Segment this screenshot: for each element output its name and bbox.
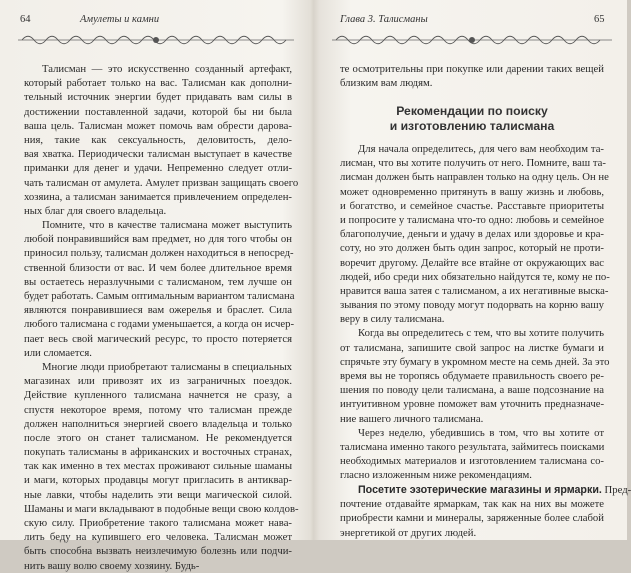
text-line: спрячьте эту бумагу в укромном месте на семь дней. За это xyxy=(340,355,610,368)
text-line: лисман, что вы хотите получить от него. Помните, ваш та- xyxy=(340,157,606,170)
text-line: спустя некоторое время, потому что талисман прежде xyxy=(24,403,292,416)
text-line: или сломается. xyxy=(24,346,92,359)
text-line: ния, такие как сексуальность, деловитость, дело- xyxy=(24,133,292,146)
ornament-divider-right-icon xyxy=(332,34,612,46)
text-line: близким вам людям. xyxy=(340,77,433,90)
text-line: Талисман — это искусственно созданный артефакт, xyxy=(42,63,292,75)
text-line: быть способна вызвать неизлечимую болезнь или подчи- xyxy=(24,545,292,558)
left-body-text xyxy=(24,62,299,573)
text-line: являются понравившиеся вам ожерелья и браслет. Сила xyxy=(24,304,292,317)
bold-lead-line xyxy=(340,483,631,497)
text-line: талисмана именно такого результата, займитесь поисками xyxy=(340,440,605,453)
left-page xyxy=(0,0,312,572)
text-line: пает весь свой магический ресурс, то просто потеряется xyxy=(24,332,292,345)
text-line: который работает только на вас. Талисман как дополни- xyxy=(24,77,292,90)
text-line: скую силу. Приобретение такого талисмана может нава- xyxy=(24,517,292,529)
text-line: Когда вы определитесь с тем, что вы хотите получить xyxy=(358,327,604,340)
bold-lead: Посетите эзотерические магазины и ярмарки. xyxy=(358,484,602,496)
right-bold-paragraph xyxy=(340,483,631,540)
text-line: покупать талисманы в африканских и восточных странах, xyxy=(24,446,292,459)
text-line: Действие купленного талисмана начнется не сразу, а xyxy=(24,389,292,402)
text-line: ные лавки, чтобы наделить эти вещи магической силой. xyxy=(24,488,292,501)
text-line: достижении поставленной задачи, которой бы ни была xyxy=(24,105,292,118)
text-line: людей, ибо среди них обязательно найдутся те, кому не по- xyxy=(340,270,610,283)
text-line: вы остаетесь неразлучными с талисманом, тем лучше он xyxy=(24,275,292,288)
text-line: вая хватка. Периодически талисман выступает в качестве xyxy=(24,148,292,161)
text-line: шения по поводу цели талисмана, а ваше подсознание на xyxy=(340,384,604,397)
text-line: должен наполниться энергией своего владельца и только xyxy=(24,417,292,430)
text-line: интуитивном уровне поможет вам уточнить предназначе- xyxy=(340,398,604,411)
text-line: нить вашу волю своему хозяину. Будь- xyxy=(24,559,200,572)
page-number-right: 65 xyxy=(594,14,605,25)
running-head-right: Глава 3. Талисманы xyxy=(340,14,428,25)
text-line: тельный источник энергии будет придавать вам силы в xyxy=(24,91,292,104)
text-line: энергетикой от других людей. xyxy=(340,526,477,539)
text-line: приносил пользу, талисман должен находиться в непосред- xyxy=(24,247,294,260)
text-line: почтение отдавайте ярмаркам, так как на них вы можете xyxy=(340,498,604,511)
text-line: от талисмана, запишите свой запрос на листке бумаги и xyxy=(340,341,604,354)
section-heading-line-1: Рекомендации по поиску xyxy=(396,104,548,118)
running-head-left: Амулеты и камни xyxy=(80,14,160,25)
text-line: ных благ для своего владельца. xyxy=(24,204,167,217)
text-line: будет работать. Самым оптимальным вариантом талисмана xyxy=(24,290,295,302)
text-line: те осмотрительны при покупке или дарении таких вещей xyxy=(340,63,604,75)
right-tail-lines xyxy=(340,497,604,540)
text-line: так как именно в тех местах проживают сильные шаманы xyxy=(24,460,292,473)
text-line: гласно изложенным ниже рекомендациям. xyxy=(340,469,532,482)
text-line: Через неделю, убедившись в том, что вы хотите от xyxy=(358,426,604,439)
text-line: лисман должен быть направлен только на одну цель. Он не xyxy=(340,171,609,184)
text-line: Шаманы и маги вкладывают в подобные вещи свою колдов- xyxy=(24,502,299,515)
text-line: Помните, что в качестве талисмана может выступить xyxy=(42,219,292,232)
right-body-text xyxy=(340,142,610,483)
text-line: зывания по этому поводу могут подорвать на корню вашу xyxy=(340,299,604,312)
text-line: магазинах или привозят их из заграничных поездок. xyxy=(24,375,292,388)
text-line: лить беду на купившего его человека. Талисман может xyxy=(24,531,292,544)
text-line: приобрести камни и минералы, заряженные более слабой xyxy=(340,512,604,525)
text-line: любого талисмана с годами уменьшается, а когда он исчер- xyxy=(24,318,295,331)
ornament-divider-left-icon xyxy=(18,34,294,46)
section-heading xyxy=(340,104,604,134)
text-line: любой понравившийся вам предмет, но для того чтобы он xyxy=(24,233,292,246)
page-number-left: 64 xyxy=(20,14,31,25)
text-line: и маги, которых продавцы могут пригласить в антиквар- xyxy=(24,474,292,487)
text-line: Многие люди приобретают талисманы в специальных xyxy=(42,360,292,373)
text-line: ственной близости от вас. И чем более длительное время xyxy=(24,261,292,274)
text-line: веру в силу талисмана. xyxy=(340,313,445,326)
bold-lead-rest: Пред- xyxy=(601,484,631,496)
text-line: соту, но это должен быть один запрос, который не проти- xyxy=(340,242,604,255)
text-line: необходимых материалов и изготовлением талисмана со- xyxy=(340,455,604,468)
text-line: время вы не торопясь обдумаете правильность своего ре- xyxy=(340,370,604,382)
text-line: и богатство, и семейное счастье. Расставьте приоритеты xyxy=(340,199,604,212)
text-line: после этого он станет талисманом. Не рекомендуется xyxy=(24,431,292,444)
text-line: может одновременно притянуть в вашу жизнь и любовь, xyxy=(340,185,604,198)
text-line: благополучие, деньги и удачу в делах или здоровье и кра- xyxy=(340,228,604,241)
text-line: воречит другому. Делайте все втайне от окружающих вас xyxy=(340,256,604,269)
text-line: ваша цель. Талисман может помочь вам обрести дарова- xyxy=(24,119,292,132)
right-page xyxy=(318,0,631,540)
text-line: и попросите у талисмана что-то одно: любовь и семейное xyxy=(340,213,604,226)
section-heading-line-2: и изготовлению талисмана xyxy=(389,119,555,133)
text-line: ние вашего личного талисмана. xyxy=(340,412,484,425)
right-continuation-text xyxy=(340,62,604,90)
text-line: приманки для денег и удачи. Непременно следует отли- xyxy=(24,162,292,175)
text-line: Для начала определитесь, для чего вам необходим та- xyxy=(358,143,604,155)
text-line: чать талисман от амулета. Амулет призван защищать своего xyxy=(24,176,299,189)
text-line: хозяина, а талисман занимается привлечением определен- xyxy=(24,190,292,203)
text-line: нравится ваша затея с талисманом, а их негативные выска- xyxy=(340,284,609,297)
